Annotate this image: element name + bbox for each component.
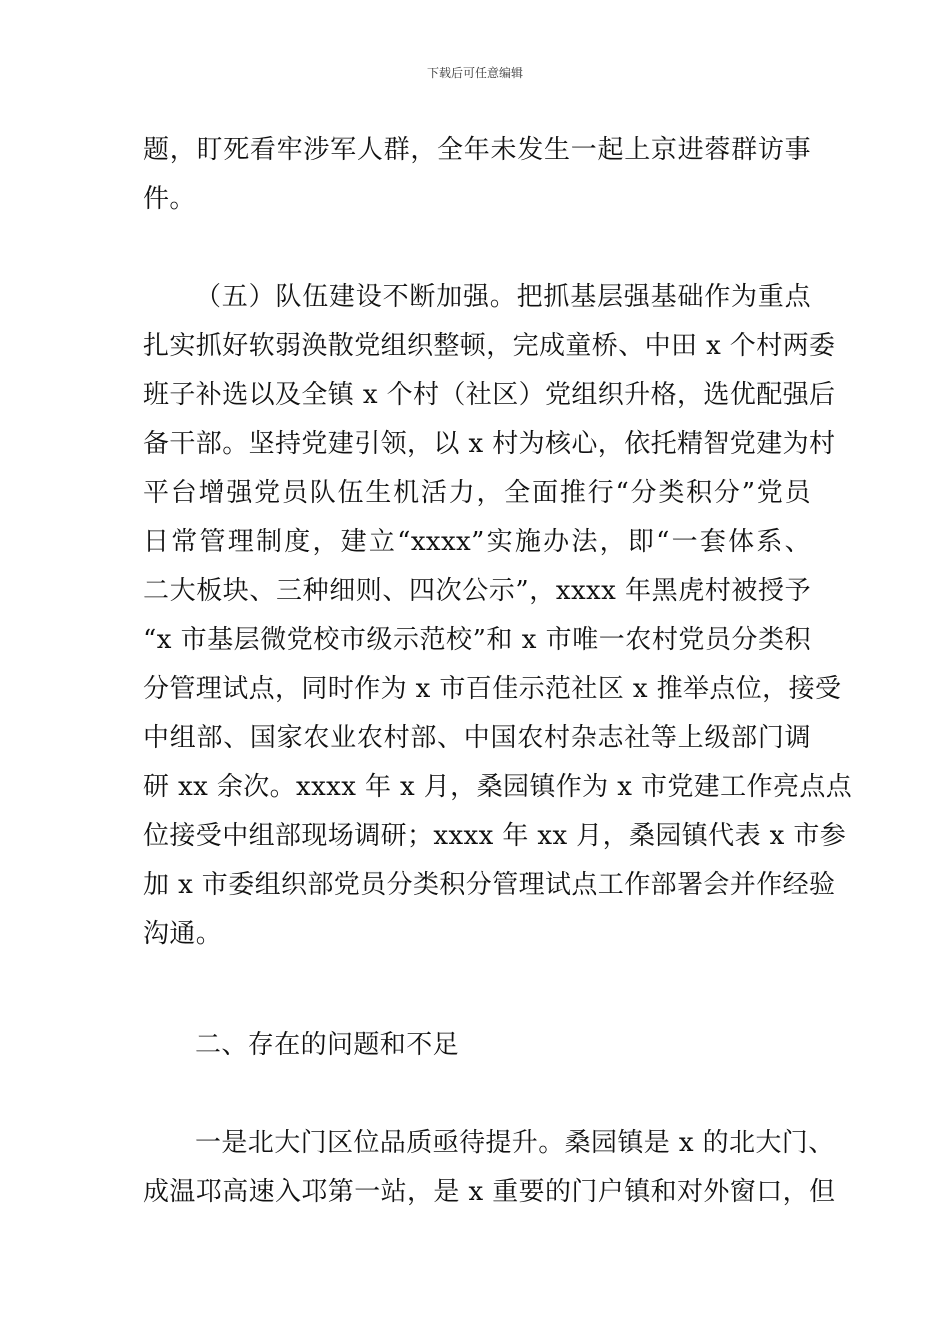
heading-text: 二、存在的问题和不足 — [195, 1030, 460, 1060]
section-heading — [143, 1021, 811, 1070]
paragraph-issues — [143, 1119, 836, 1217]
text-line: 研 xx 余次。xxxx 年 x 月，桑园镇作为 x 市党建工作亮点点 — [143, 772, 853, 802]
text-line: 分管理试点，同时作为 x 市百佳示范社区 x 推举点位，接受 — [143, 674, 842, 704]
text-line: 平台增强党员队伍生机活力，全面推行“分类积分”党员 — [143, 478, 811, 508]
text-line: 加 x 市委组织部党员分类积分管理试点工作部署会并作经验 — [143, 870, 836, 900]
text-line: 成温邛高速入邛第一站，是 x 重要的门户镇和对外窗口，但 — [143, 1177, 836, 1207]
text-line: 中组部、国家农业农村部、中国农村杂志社等上级部门调 — [143, 723, 811, 753]
text-line: 题，盯死看牢涉军人群，全年未发生一起上京进蓉群访事 — [143, 135, 811, 165]
text-line: 沟通。 — [143, 919, 223, 949]
paragraph-team-building — [143, 273, 853, 959]
text-line: 日常管理制度，建立“xxxx”实施办法，即“一套体系、 — [143, 527, 811, 557]
text-line: 班子补选以及全镇 x 个村（社区）党组织升格，选优配强后 — [143, 380, 836, 410]
text-line: 位接受中组部现场调研；xxxx 年 xx 月，桑园镇代表 x 市参 — [143, 821, 847, 851]
text-line: 二大板块、三种细则、四次公示”，xxxx 年黑虎村被授予 — [143, 576, 811, 606]
paragraph-continuation — [143, 126, 811, 224]
text-line: “x 市基层微党校市级示范校”和 x 市唯一农村党员分类积 — [143, 625, 811, 655]
text-line: 件。 — [143, 184, 196, 214]
text-line: （五）队伍建设不断加强。把抓基层强基础作为重点 — [195, 282, 811, 312]
text-line: 扎实抓好软弱涣散党组织整顿，完成童桥、中田 x 个村两委 — [143, 331, 836, 361]
text-line: 备干部。坚持党建引领，以 x 村为核心，依托精智党建为村 — [143, 429, 836, 459]
text-line: 一是北大门区位品质亟待提升。桑园镇是 x 的北大门、 — [195, 1128, 835, 1158]
page-header: 下载后可任意编辑 — [426, 66, 523, 80]
